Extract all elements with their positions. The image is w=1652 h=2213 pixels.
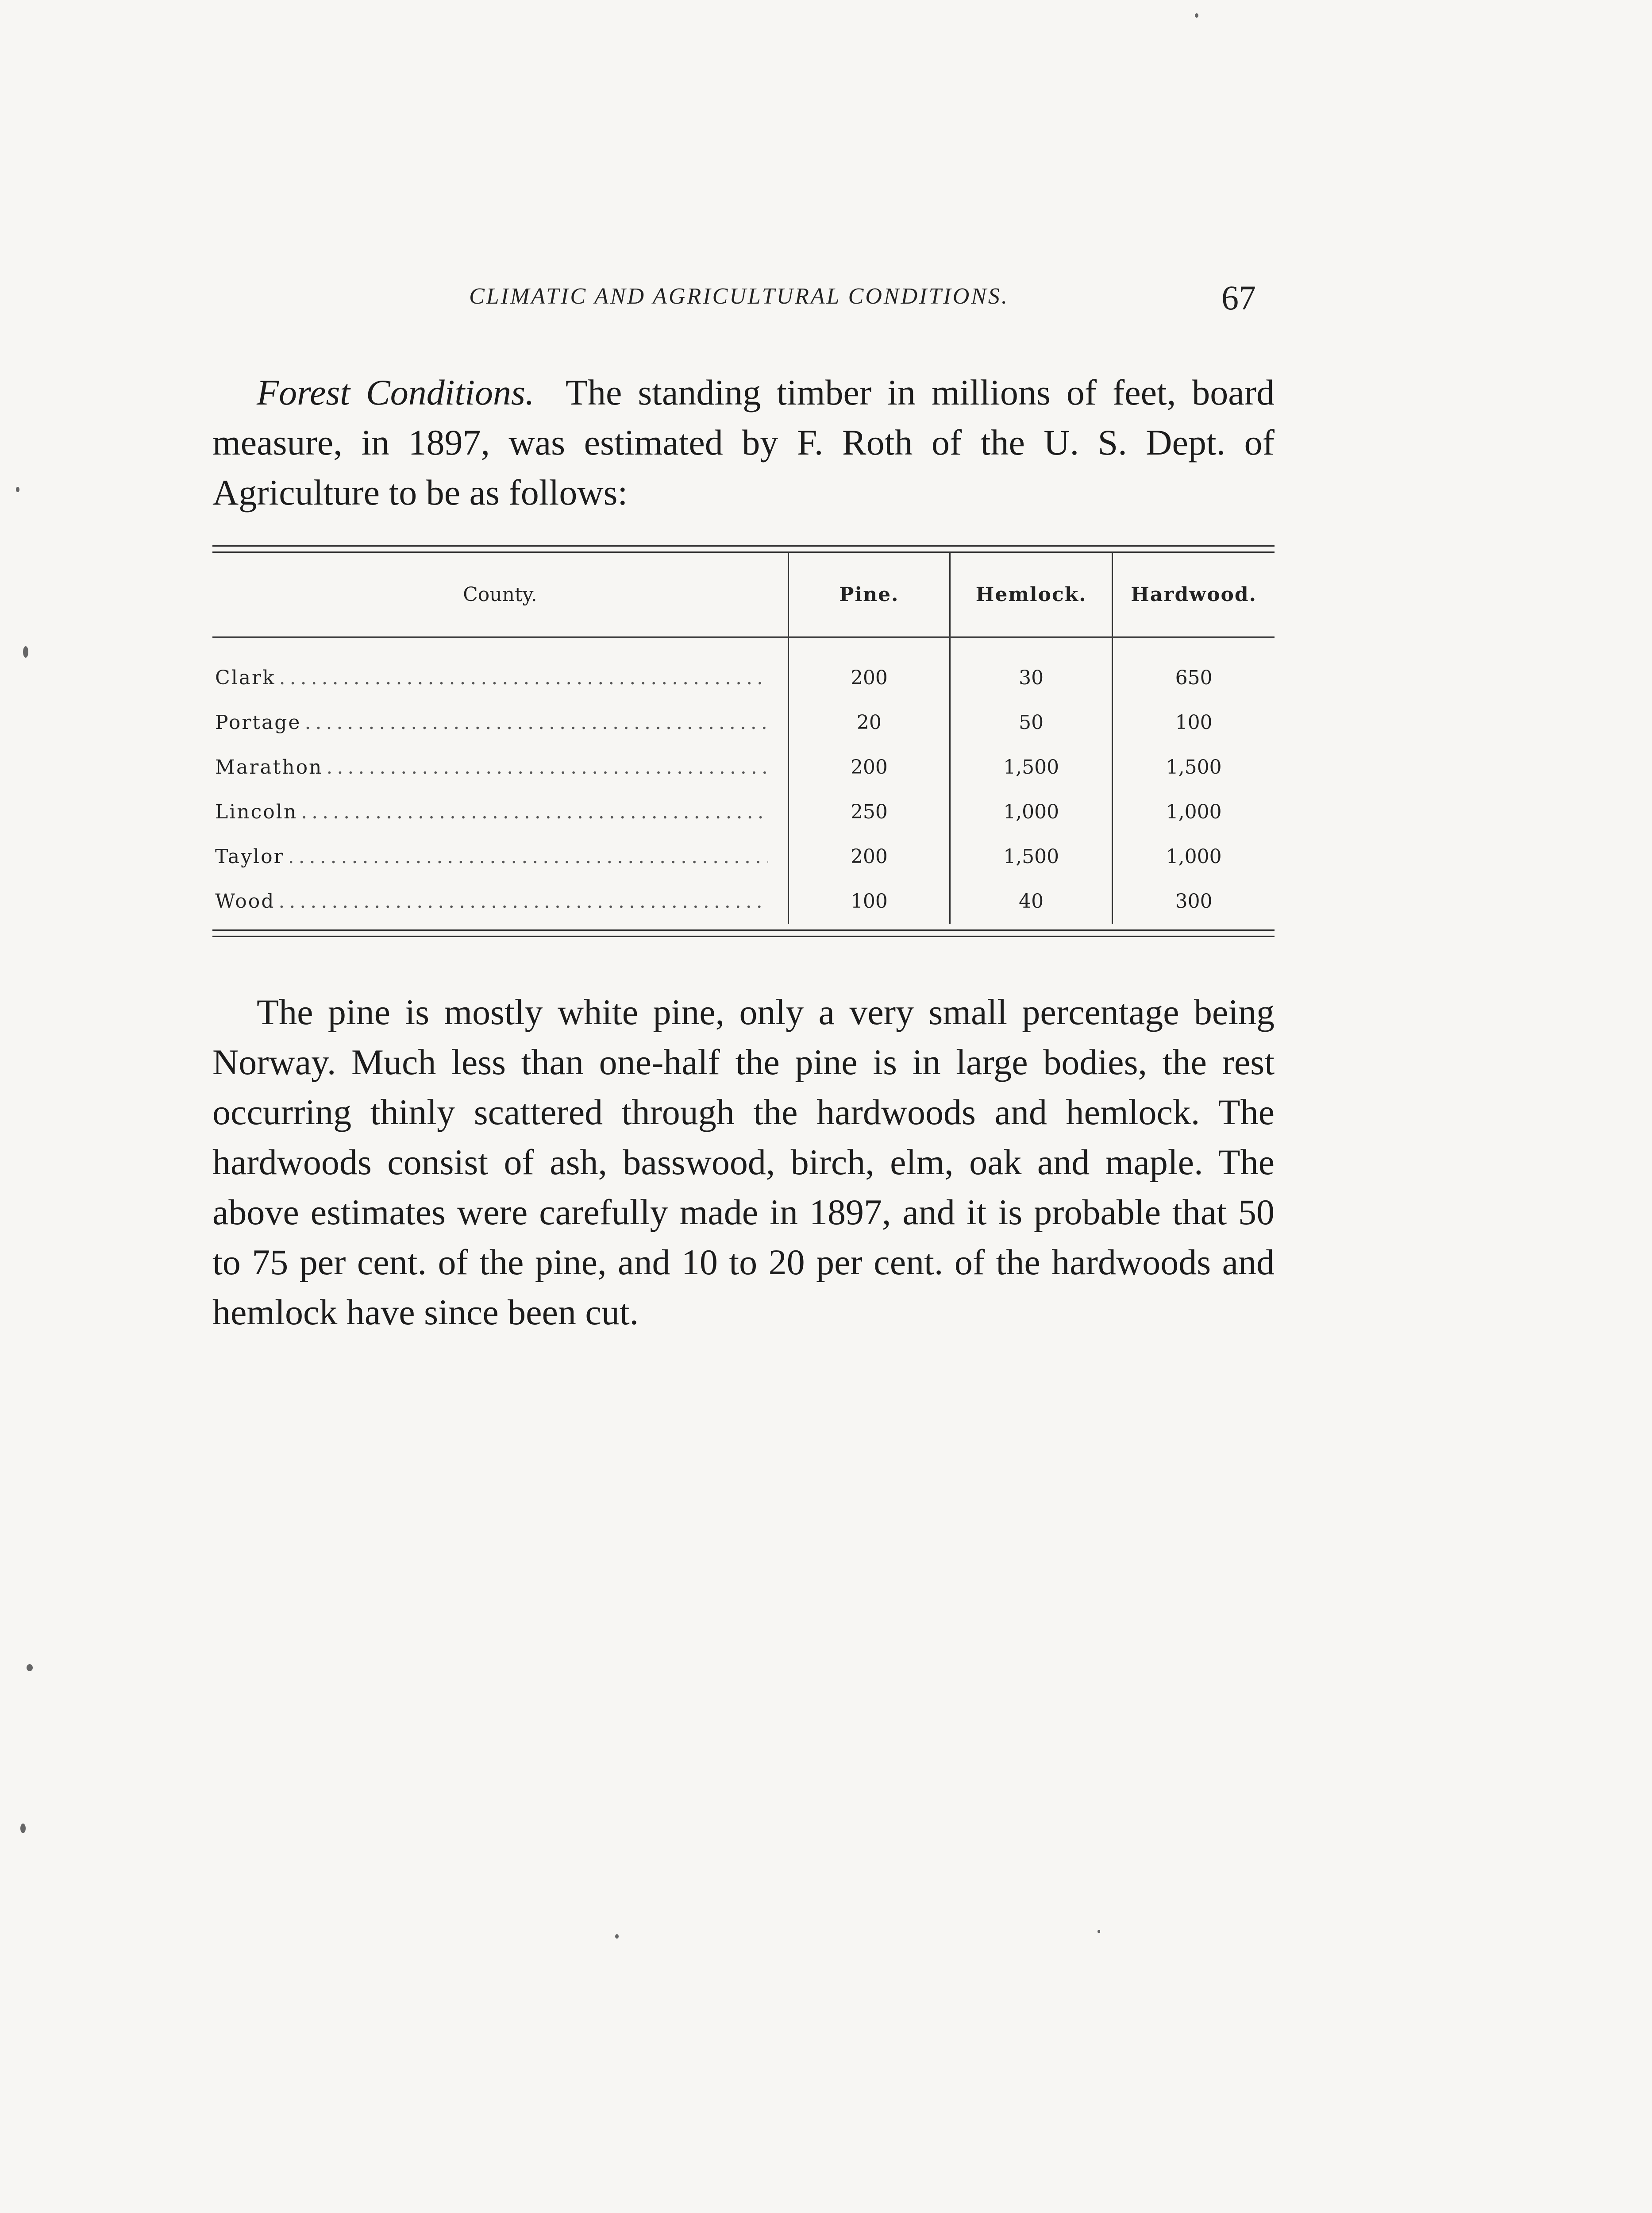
county-cell bbox=[212, 790, 788, 834]
county-name: Taylor bbox=[215, 845, 285, 868]
hardwood-cell: 650 bbox=[1113, 637, 1275, 701]
hemlock-cell: 40 bbox=[950, 879, 1113, 924]
intro-text: The standing timber in millions of feet, board measure, in 1897, was estimated by F. Roth of the U. S. Dept. of Agriculture to be as follows: bbox=[212, 372, 1275, 513]
running-head: CLIMATIC AND AGRICULTURAL CONDITIONS. bbox=[469, 284, 1009, 309]
hardwood-cell: 1,000 bbox=[1113, 790, 1275, 834]
body-paragraph bbox=[212, 987, 1275, 1337]
dot-leader bbox=[301, 801, 768, 823]
county-cell bbox=[212, 745, 788, 790]
hardwood-cell: 100 bbox=[1113, 700, 1275, 745]
table-top-rule bbox=[212, 545, 1275, 547]
table-row bbox=[212, 745, 1275, 790]
hemlock-cell: 1,000 bbox=[950, 790, 1113, 834]
dot-leader bbox=[326, 756, 768, 779]
hardwood-cell: 300 bbox=[1113, 879, 1275, 924]
page-number: 67 bbox=[1221, 278, 1256, 317]
table-row bbox=[212, 879, 1275, 924]
scan-speck bbox=[615, 1934, 619, 1939]
scan-speck bbox=[27, 1664, 33, 1671]
hemlock-cell: 50 bbox=[950, 700, 1113, 745]
table-bottom-rule-inner bbox=[212, 936, 1275, 937]
hardwood-cell: 1,000 bbox=[1113, 834, 1275, 879]
scan-speck bbox=[23, 646, 28, 658]
pine-cell: 100 bbox=[788, 879, 950, 924]
table-row bbox=[212, 834, 1275, 879]
county-name: Wood bbox=[215, 890, 275, 913]
pine-cell: 200 bbox=[788, 834, 950, 879]
dot-leader bbox=[288, 845, 768, 868]
dot-leader bbox=[304, 711, 768, 734]
scan-speck bbox=[1195, 13, 1198, 18]
timber-table-wrap bbox=[212, 552, 1275, 929]
table-row bbox=[212, 790, 1275, 834]
column-header-hemlock: Hemlock. bbox=[950, 552, 1113, 637]
dot-leader bbox=[279, 667, 768, 689]
pine-cell: 20 bbox=[788, 700, 950, 745]
column-header-pine: Pine. bbox=[788, 552, 950, 637]
county-name: Lincoln bbox=[215, 801, 298, 823]
table-row bbox=[212, 637, 1275, 701]
body-text: The pine is mostly white pine, only a very small percentage being Norway. Much less than one-half the pine is in large bodies, the rest occurring thinly scattered through the hardwoods and hemlock. The hardwoods consist of ash, basswood, birch, elm, oak and maple. The above estimates were carefully made in 1897, and it is probable that 50 to 75 per cent. of the pine, and 10 to 20 per cent. of the hardwoods and hemlock have since been cut. bbox=[212, 992, 1275, 1332]
intro-paragraph bbox=[212, 367, 1275, 517]
timber-table bbox=[212, 552, 1275, 924]
county-name: Clark bbox=[215, 667, 276, 689]
hemlock-cell: 1,500 bbox=[950, 745, 1113, 790]
table-bottom-rule bbox=[212, 929, 1275, 931]
scan-speck bbox=[1097, 1930, 1100, 1933]
column-header-county: County. bbox=[212, 552, 788, 637]
county-cell bbox=[212, 637, 788, 701]
table-header-row bbox=[212, 552, 1275, 637]
dot-leader bbox=[278, 890, 768, 913]
county-cell bbox=[212, 700, 788, 745]
hemlock-cell: 30 bbox=[950, 637, 1113, 701]
county-name: Portage bbox=[215, 711, 301, 734]
county-name: Marathon bbox=[215, 756, 323, 779]
column-header-hardwood: Hardwood. bbox=[1113, 552, 1275, 637]
table-row bbox=[212, 700, 1275, 745]
scan-speck bbox=[16, 487, 19, 492]
pine-cell: 200 bbox=[788, 637, 950, 701]
county-cell bbox=[212, 834, 788, 879]
section-lead: Forest Conditions. bbox=[257, 372, 535, 413]
hardwood-cell: 1,500 bbox=[1113, 745, 1275, 790]
pine-cell: 250 bbox=[788, 790, 950, 834]
county-cell bbox=[212, 879, 788, 924]
pine-cell: 200 bbox=[788, 745, 950, 790]
hemlock-cell: 1,500 bbox=[950, 834, 1113, 879]
scan-speck bbox=[20, 1824, 26, 1833]
